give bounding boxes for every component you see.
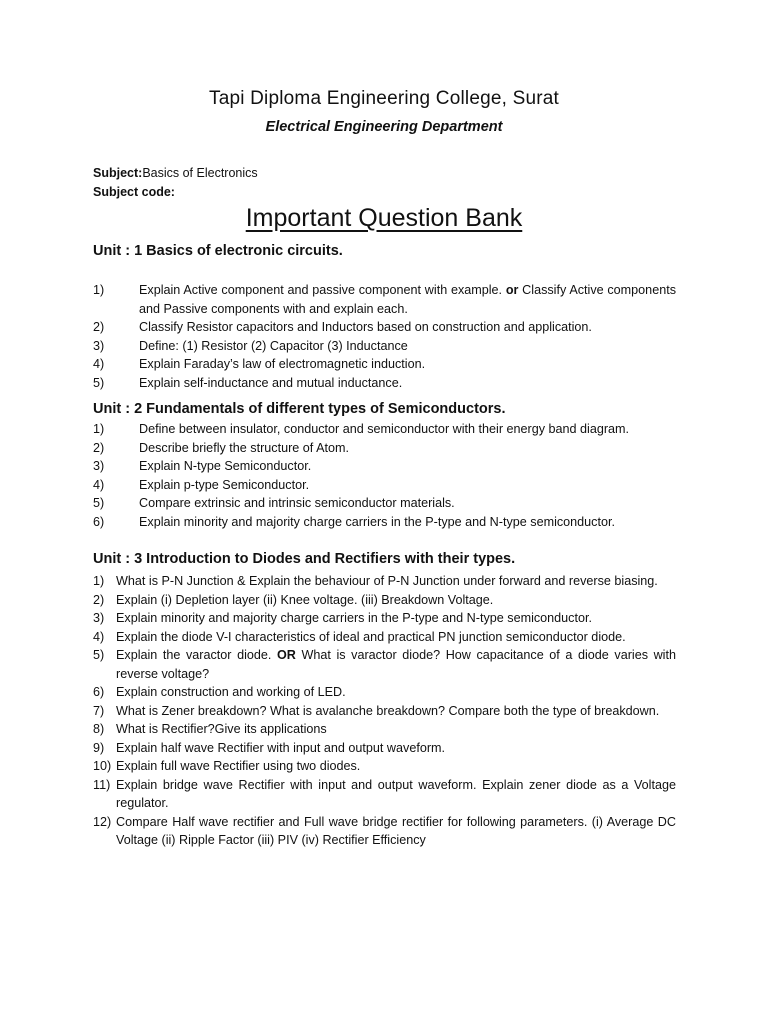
list-item: 1) Define between insulator, conductor and semiconductor with their energy band diagram. — [93, 422, 630, 436]
list-item: 3) Define: (1) Resistor (2) Capacitor (3) Inductance — [93, 338, 408, 353]
department-name: Electrical Engineering Department — [265, 119, 503, 135]
list-item: 4) Explain p-type Semiconductor. — [93, 477, 310, 492]
unit-2-questions — [93, 420, 676, 531]
list-item: 5) Compare extrinsic and intrinsic semiconductor materials. — [93, 496, 455, 510]
list-item: 7) What is Zener breakdown? What is avalanche breakdown? Compare both the type of breakdown. — [93, 703, 660, 718]
list-item: 2) Classify Resistor capacitors and Inductors based on construction and application. — [93, 320, 592, 334]
list-item: 3) Explain N-type Semiconductor. — [93, 459, 312, 473]
list-item: 1) What is P-N Junction & Explain the behaviour of P-N Junction under forward and reverse biasing. — [93, 574, 658, 588]
list-item: 9) Explain half wave Rectifier with input and output waveform. — [93, 740, 446, 755]
list-item: 3) Explain minority and majority charge carriers in the P-type and N-type semiconductor. — [93, 611, 592, 625]
list-item: 11) Explain bridge wave Rectifier with input and output waveform. Explain zener diode as a Voltage regulator. — [93, 777, 676, 810]
subject-label: Subject: — [93, 166, 143, 180]
unit-1-questions — [93, 281, 676, 392]
list-item: 1) Explain Active component and passive component with example. or Classify Active components and Passive components with and explain each. — [93, 283, 676, 316]
list-item: 8) What is Rectifier?Give its applications — [93, 722, 327, 736]
unit-heading-1: Unit : 1 Basics of electronic circuits. — [93, 243, 343, 259]
unit-heading-3: Unit : 3 Introduction to Diodes and Rectifiers with their types. — [93, 551, 516, 567]
unit-heading-2: Unit : 2 Fundamentals of different types of Semiconductors. — [93, 401, 506, 417]
subject-code-label: Subject code: — [93, 185, 175, 199]
list-item: 12) Compare Half wave rectifier and Full wave bridge rectifier for following parameters. (i) Average DC Voltage (ii) Ripple Factor (iii) PIV (iv) Rectifier Efficiency — [93, 814, 676, 847]
unit-3-questions — [93, 572, 676, 850]
list-item: 2) Explain (i) Depletion layer (ii) Knee voltage. (iii) Breakdown Voltage. — [93, 592, 494, 607]
list-item: 6) Explain minority and majority charge carriers in the P-type and N-type semiconductor. — [93, 514, 615, 529]
list-item: 2) Describe briefly the structure of Atom. — [93, 440, 349, 455]
subject-value: Basics of Electronics — [142, 166, 258, 180]
college-name: Tapi Diploma Engineering College, Surat — [209, 88, 559, 109]
list-item: 6) Explain construction and working of LED. — [93, 685, 346, 699]
list-item: 5) Explain the varactor diode. OR What is varactor diode? How capacitance of a diode varies with reverse voltage? — [93, 648, 676, 681]
list-item: 10) Explain full wave Rectifier using two diodes. — [93, 759, 361, 773]
subject-line — [93, 166, 258, 180]
list-item: 5) Explain self-inductance and mutual inductance. — [93, 375, 403, 390]
subject-code-line — [93, 185, 175, 199]
list-item: 4) Explain the diode V-I characteristics of ideal and practical PN junction semiconductor diode. — [93, 629, 626, 644]
list-item: 4) Explain Faraday’s law of electromagnetic induction. — [93, 357, 426, 371]
page-title: Important Question Bank — [245, 204, 523, 232]
